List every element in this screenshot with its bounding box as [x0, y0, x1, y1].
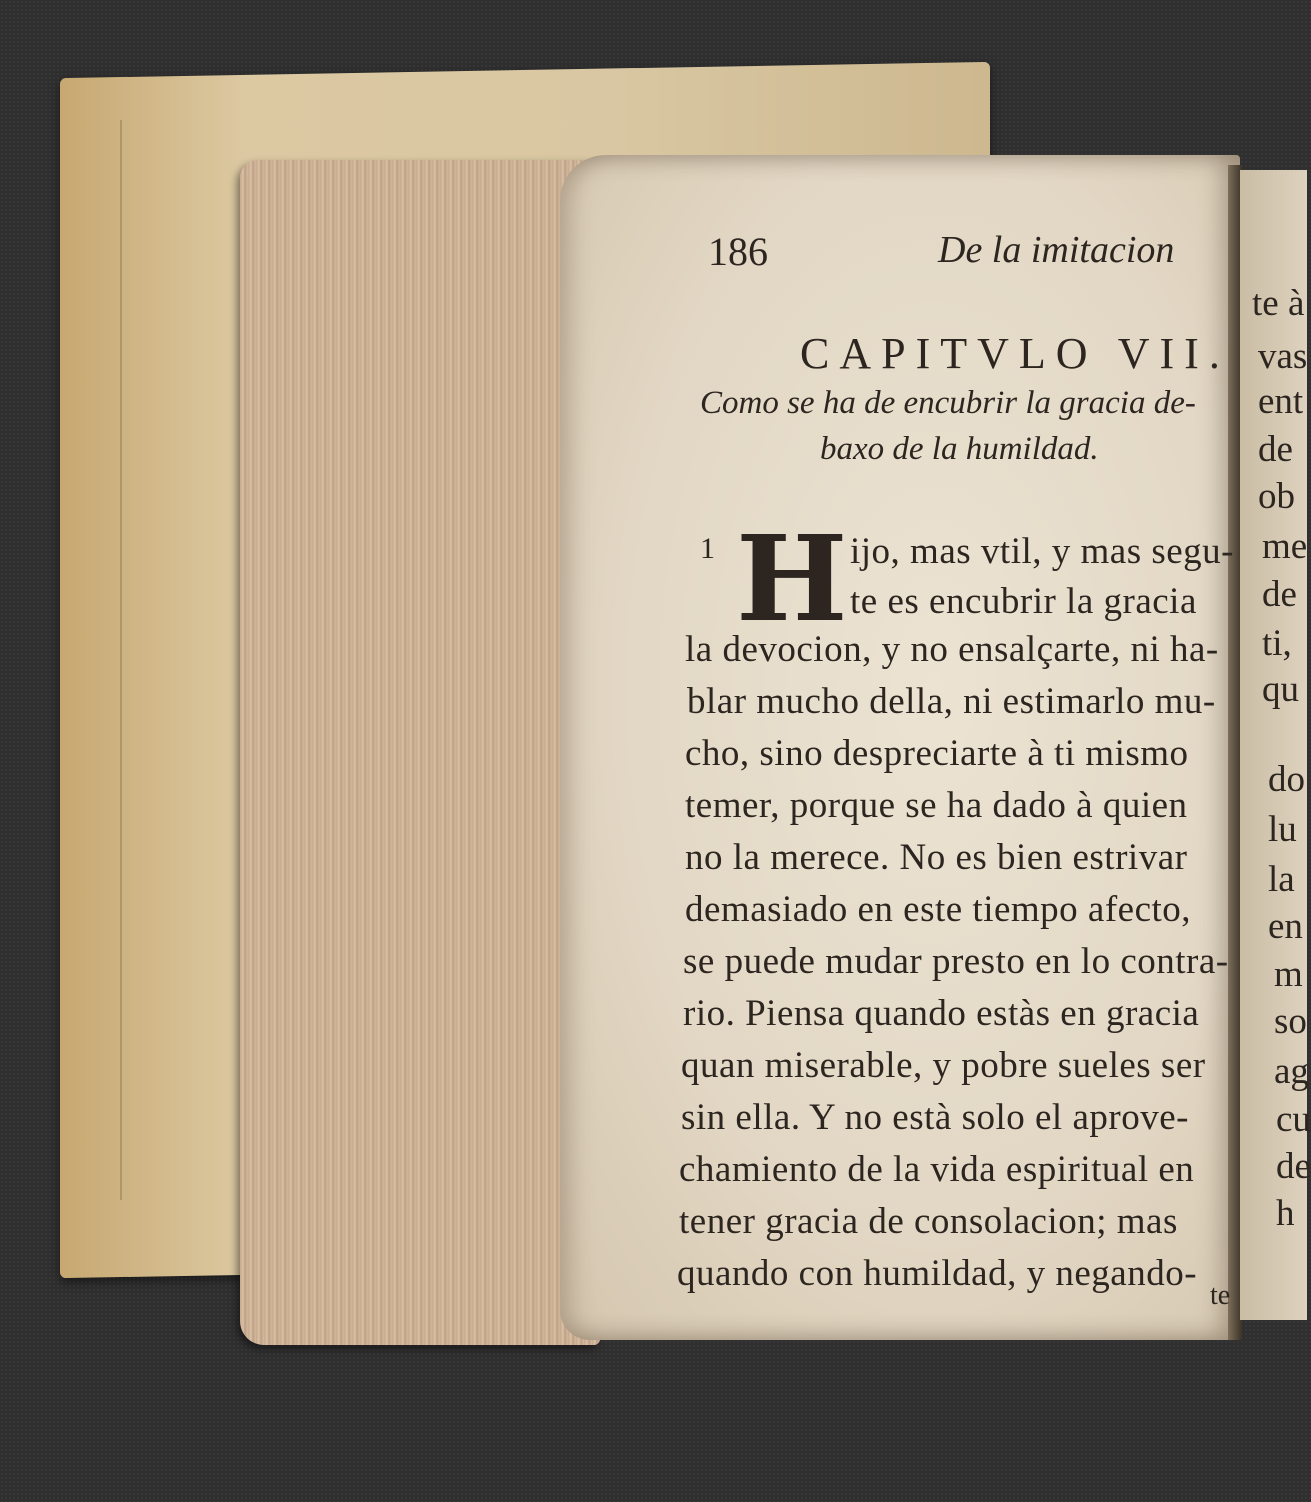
- fragment: ti,: [1262, 623, 1292, 664]
- text-line: la devocion, y no ensalçarte, ni ha-: [685, 629, 1219, 670]
- chapter-subtitle: [700, 385, 1230, 495]
- drop-cap: H: [736, 509, 848, 648]
- fragment: lu: [1268, 809, 1297, 850]
- page-number: 186: [708, 229, 768, 274]
- fragment: so: [1274, 1001, 1307, 1042]
- fragment: vas: [1258, 336, 1308, 377]
- text-line: tener gracia de consolacion; mas: [679, 1201, 1178, 1242]
- body-text: [675, 509, 1235, 1320]
- running-head: De la imitacion: [938, 229, 1175, 271]
- fragment: m: [1274, 954, 1303, 995]
- fragment: de: [1258, 429, 1293, 470]
- verse-number: 1: [700, 532, 715, 565]
- fragment: la: [1268, 859, 1295, 900]
- chapter-title: CAPITVLO VII.: [800, 329, 1230, 378]
- text-line: quan miserable, y pobre sueles ser: [681, 1045, 1206, 1086]
- fragment: do: [1268, 759, 1305, 800]
- text-line: te es encubrir la gracia: [850, 581, 1197, 622]
- text-line: se puede mudar presto en lo contra-: [683, 941, 1229, 982]
- fragment: te à: [1252, 283, 1305, 324]
- fragment: qu: [1262, 669, 1299, 710]
- fragment: en: [1268, 906, 1303, 947]
- fragment: me: [1262, 526, 1308, 567]
- text-line: blar mucho della, ni estimarlo mu-: [687, 681, 1216, 722]
- fragment: de: [1276, 1146, 1311, 1187]
- facing-page-text: [1248, 170, 1311, 1320]
- text-line: demasiado en este tiempo afecto,: [685, 889, 1192, 930]
- fragment: ob: [1258, 476, 1295, 517]
- fragment: h: [1276, 1193, 1295, 1234]
- catchword: te: [1210, 1280, 1231, 1311]
- subtitle-line: baxo de la humildad.: [820, 431, 1099, 467]
- fragment: cu: [1276, 1099, 1311, 1140]
- page-block-edge: [240, 160, 600, 1345]
- text-line: temer, porque se ha dado à quien: [685, 785, 1188, 826]
- cover-crease: [120, 120, 122, 1200]
- fragment: ag: [1274, 1051, 1309, 1092]
- fragment: ent: [1258, 381, 1304, 422]
- text-line: chamiento de la vida espiritual en: [679, 1149, 1195, 1190]
- text-line: rio. Piensa quando estàs en gracia: [683, 993, 1200, 1034]
- text-line: no la merece. No es bien estrivar: [685, 837, 1188, 878]
- text-line: quando con humildad, y negando-: [677, 1253, 1198, 1294]
- text-line: cho, sino despreciarte à ti mismo: [685, 733, 1189, 774]
- subtitle-line: Como se ha de encubrir la gracia de-: [700, 385, 1196, 421]
- fragment: de: [1262, 574, 1297, 615]
- text-line: sin ella. Y no està solo el aprove-: [681, 1097, 1189, 1138]
- text-line: ijo, mas vtil, y mas segu-: [850, 531, 1234, 572]
